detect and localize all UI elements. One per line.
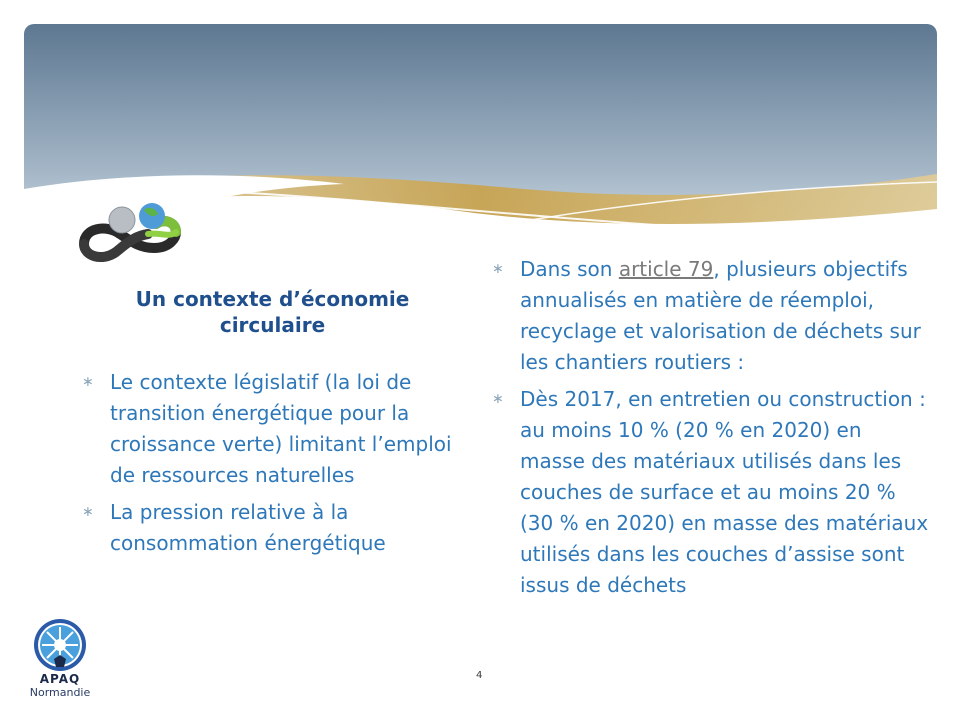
left-bullet-list [82,367,454,565]
apaq-name: APAQ [39,672,81,686]
heading-line-2: circulaire [219,313,326,337]
bullet-icon: ∗ [492,391,504,407]
list-item [492,254,932,378]
apaq-logo-text [20,672,100,699]
bullet-text-prefix: Dans son [520,257,619,281]
bullet-text: Le contexte législatif (la loi de transition énergétique pour la croissance verte) limitant l’emploi de ressources naturelles [110,370,452,487]
list-item [82,367,454,491]
bullet-icon: ∗ [82,374,94,390]
bullet-text: Dès 2017, en entretien ou construction : au moins 10 % (20 % en 2020) en masse des matériaux utilisés dans les couches de surface et au moins 20 % (30 % en 2020) en masse des matériaux utilisés dans les couches d’assise sont issus de déchets [520,387,929,597]
bullet-text-suffix: , plusieurs objectifs annualisés en matière de réemploi, recyclage et valorisation de déchets sur les chantiers routiers : [520,257,921,374]
bullet-icon: ∗ [82,504,94,520]
bullet-text: La pression relative à la consommation énergétique [110,500,386,555]
bullet-icon: ∗ [492,261,504,277]
apaq-region: Normandie [29,686,91,699]
heading-line-1: Un contexte d’économie [135,287,410,311]
circular-economy-icon [72,186,198,272]
right-bullet-list [492,254,932,607]
page-number: 4 [476,670,483,681]
list-item [492,384,932,601]
list-item [82,497,454,559]
section-heading [100,286,445,338]
article-79-link[interactable]: article 79 [618,257,714,281]
